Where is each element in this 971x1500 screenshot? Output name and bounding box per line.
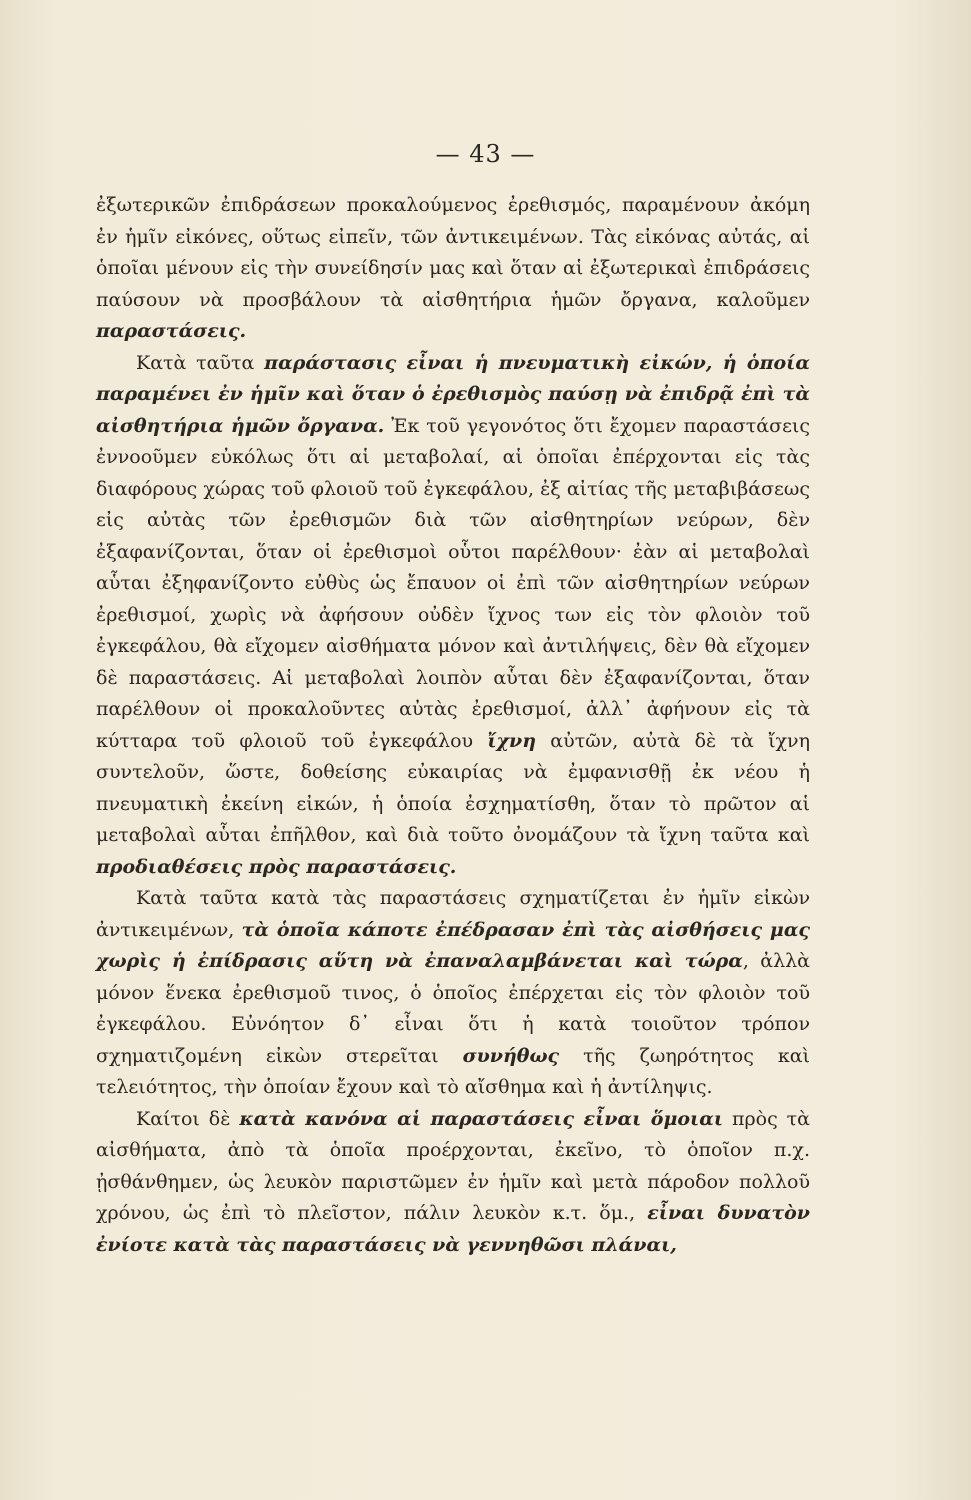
text-run: τῆς ζωηρότητος καὶ τελειότητος, τὴν ὁποίαν ἔχουν καὶ τὸ αἴσθημα καὶ ἡ ἀντίληψις. [96, 1044, 810, 1098]
emphasized-text: ἴχνη [487, 729, 537, 752]
emphasized-text: συνήθως [462, 1044, 560, 1067]
text-run: Κατὰ ταῦτα κατὰ τὰς παραστάσεις σχηματίζεται ἐν ἡμῖν εἰκὼν ἀντικειμένων, [96, 887, 810, 941]
emphasized-text: παράστασις εἶναι ἡ πνευματικὴ εἰκών, ἡ ὁποία παραμένει ἐν ἡμῖν καὶ ὅταν ὁ ἐρεθισμὸς παύσῃ νὰ ἐπιδρᾷ ἐπὶ τὰ αἰσθητήρια ἡμῶν ὄργανα. [96, 351, 810, 437]
text-run: Ἐκ τοῦ γεγονότος ὅτι ἔχομεν παραστάσεις ἐννοοῦμεν εὐκόλως ὅτι αἱ μεταβολαί, αἱ ὁποῖαι ἐπέρχονται εἰς τὰς διαφόρους χώρας τοῦ φλοιοῦ τοῦ ἐγκεφάλου, ἐξ αἰτίας τῆς μεταβιβάσεως εἰς αὐτὰς τῶν ἐρεθισμῶν διὰ τῶν αἰσθητηρίων νεύρων, δὲν ἐξαφανίζονται, ὅταν οἱ ἐρεθισμοὶ οὗτοι παρέλθουν· ἐὰν αἱ μεταβολαὶ αὗται ἐξηφανίζοντο εὐθὺς ὡς ἔπαυον οἱ ἐπὶ τῶν αἰσθητηρίων νεύρων ἐρεθισμοί, χωρὶς νὰ ἀφήσουν οὐδὲν ἴχνος των εἰς τὸν φλοιὸν τοῦ ἐγκεφάλου, θὰ εἴχομεν αἰσθήματα μόνον καὶ ἀντιλήψεις, δὲν θὰ εἴχομεν δὲ παραστάσεις. Αἱ μεταβολαὶ λοιπὸν αὗται δὲν ἐξαφανίζονται, ὅταν παρέλθουν οἱ προκαλοῦντες αὐτὰς ἐρεθισμοί, ἀλλ᾽ ἀφήνουν εἰς τὰ κύτταρα τοῦ φλοιοῦ τοῦ ἐγκεφάλου [96, 414, 811, 752]
emphasized-text: κατὰ κανόνα αἱ παραστάσεις εἶναι ὅμοιαι [239, 1107, 724, 1130]
paragraph [96, 348, 810, 884]
paragraph [96, 190, 810, 348]
body-text [96, 190, 810, 1261]
emphasized-text: εἶναι δυνατὸν ἐνίοτε κατὰ τὰς παραστάσεις νὰ γεννηθῶσι πλάναι, [96, 1202, 810, 1256]
text-run: Κατὰ ταῦτα [136, 351, 265, 374]
text-run: Καίτοι δὲ [136, 1107, 240, 1130]
text-run: πρὸς τὰ αἰσθήματα, ἀπὸ τὰ ὁποῖα προέρχονται, ἐκεῖνο, τὸ ὁποῖον π.χ. ᾐσθάνθημεν, ὡς λευκὸν παριστῶμεν ἐν ἡμῖν καὶ μετὰ πάροδον πολλοῦ χρόνου, ὡς ἐπὶ τὸ πλεῖστον, πάλιν λευκὸν κ.τ. ὅμ., [96, 1107, 810, 1224]
text-run: , ἀλλὰ μόνον ἕνεκα ἐρεθισμοῦ τινος, ὁ ὁποῖος ἐπέρχεται εἰς τὸν φλοιὸν τοῦ ἐγκεφάλου. Εὐνόητον δ᾽ εἶναι ὅτι ἡ κατὰ τοιοῦτον τρόπον σχηματιζομένη εἰκὼν στερεῖται [96, 950, 810, 1067]
emphasized-text: παραστάσεις. [96, 320, 247, 342]
text-run: ἐξωτερικῶν ἐπιδράσεων προκαλούμενος ἐρεθισμός, παραμένουν ἀκόμη ἐν ἡμῖν εἰκόνες, οὕτως εἰπεῖν, τῶν ἀντικειμένων. Τὰς εἰκόνας αὐτάς, αἱ ὁποῖαι μένουν εἰς τὴν συνείδησίν μας καὶ ὅταν αἱ ἐξωτερικαὶ ἐπιδράσεις παύσουν νὰ προσβάλουν τὰ αἰσθητήρια ἡμῶν ὄργανα, καλοῦμεν [96, 194, 810, 311]
emphasized-text: τὰ ὁποῖα κάποτε ἐπέδρασαν ἐπὶ τὰς αἰσθήσεις μας χωρὶς ἡ ἐπίδρασις αὕτη νὰ ἐπαναλαμβάνεται καὶ τώρα [96, 918, 811, 972]
text-run: αὐτῶν, αὐτὰ δὲ τὰ ἴχνη συντελοῦν, ὥστε, δοθείσης εὐκαιρίας νὰ ἐμφανισθῇ ἐκ νέου ἡ πνευματικὴ ἐκείνη εἰκών, ἡ ὁποία ἐσχηματίσθη, ὅταν τὸ πρῶτον αἱ μεταβολαὶ αὗται ἐπῆλθον, καὶ διὰ τοῦτο ὀνομάζουν τὰ ἴχνη ταῦτα καὶ [96, 729, 810, 846]
paragraph [96, 1104, 810, 1262]
paragraph [96, 883, 810, 1104]
page-number: — 43 — [435, 140, 536, 168]
emphasized-text: προδιαθέσεις πρὸς παραστάσεις. [96, 855, 457, 878]
